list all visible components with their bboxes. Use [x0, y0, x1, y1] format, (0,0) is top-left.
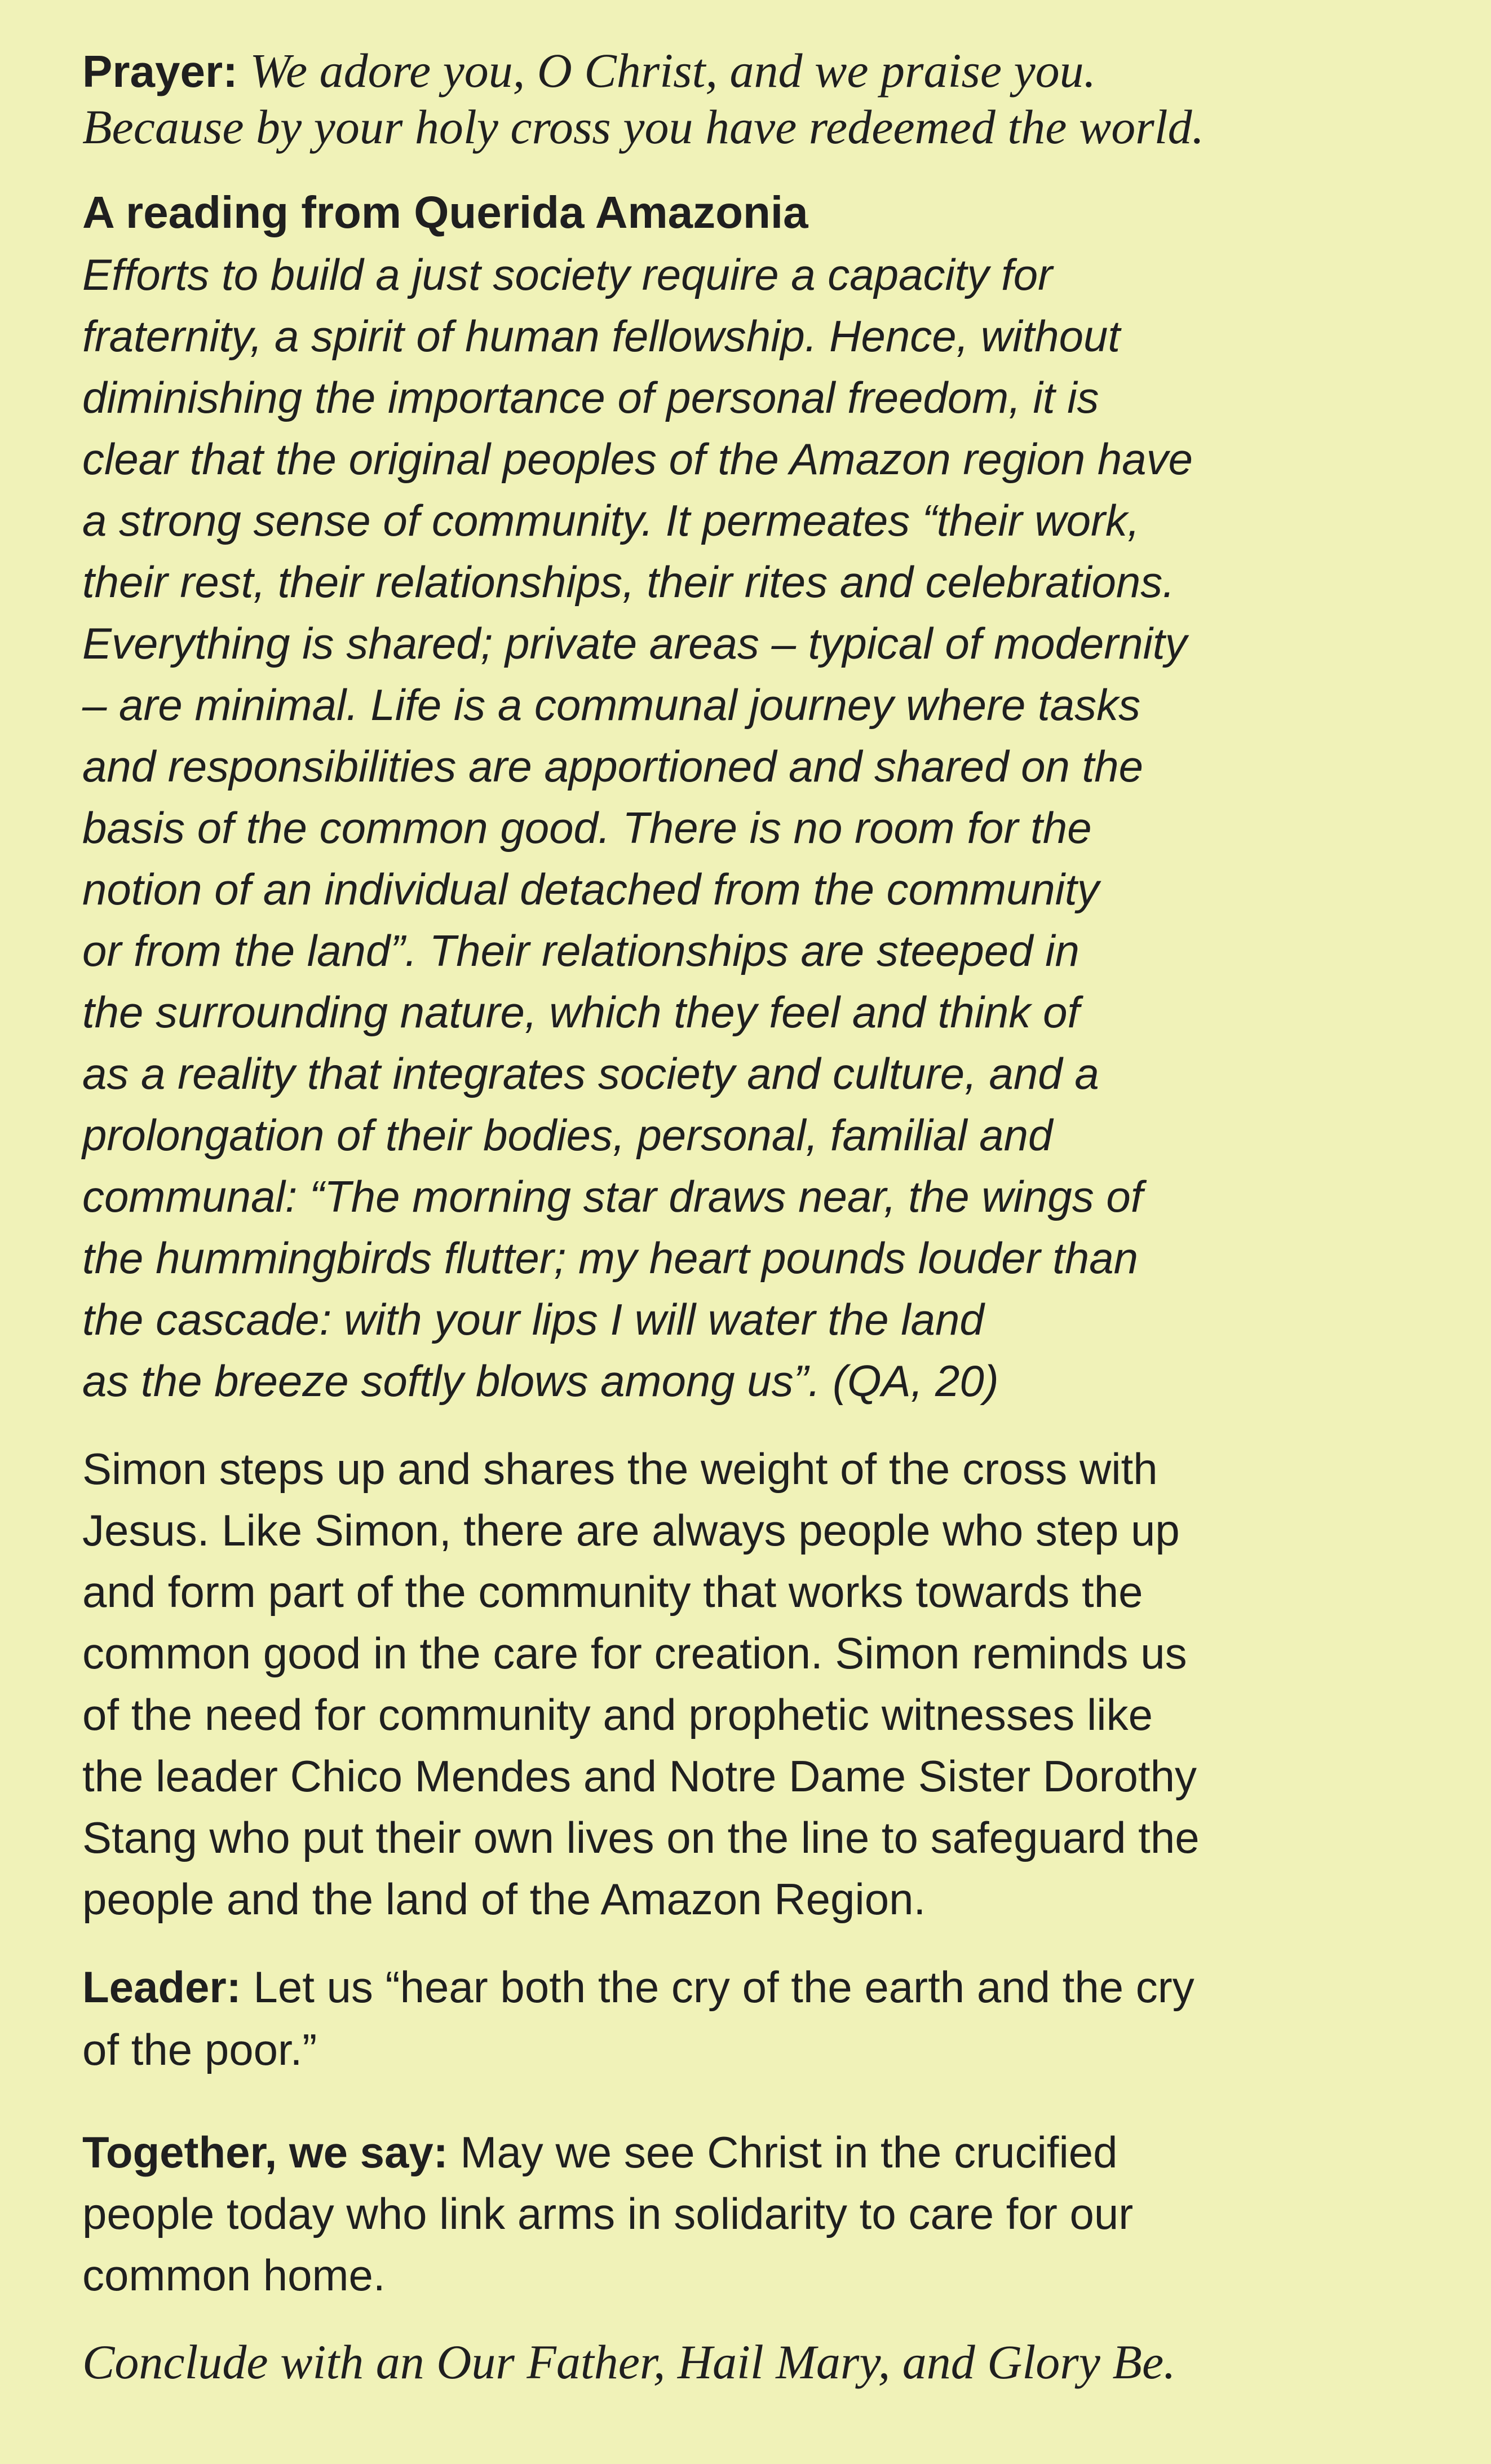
reflection-text [82, 1438, 1200, 1930]
reflection-line: of the need for community and prophetic witnesses like [82, 1690, 1153, 1739]
reflection-line: Simon steps up and shares the weight of the cross with [82, 1444, 1158, 1494]
leader-text: Let us “hear both the cry of the earth and the cry [241, 1962, 1194, 2012]
prayer-line: Because by your holy cross you have redeemed the world. [82, 100, 1205, 154]
reflection-line: the leader Chico Mendes and Notre Dame Sister Dorothy [82, 1751, 1197, 1801]
reading-line: communal: “The morning star draws near, the wings of [82, 1172, 1143, 1221]
reading-line: a strong sense of community. It permeates “their work, [82, 496, 1140, 545]
together-label: Together, we say: [82, 2127, 448, 2177]
leader-block [82, 1956, 1194, 2081]
conclusion: Conclude with an Our Father, Hail Mary, and Glory Be. [82, 2335, 1176, 2389]
prayer-line [82, 43, 1204, 99]
leader-line [82, 1956, 1194, 2019]
reading-line: the hummingbirds flutter; my heart pounds louder than [82, 1233, 1139, 1283]
reading-line: and responsibilities are apportioned and shared on the [82, 741, 1143, 791]
prayer-block [82, 43, 1204, 154]
reading-line: – are minimal. Life is a communal journey where tasks [82, 680, 1141, 730]
reading-line: clear that the original peoples of the Amazon region have [82, 434, 1193, 484]
reading-line: Everything is shared; private areas – typical of modernity [82, 619, 1187, 668]
prayer-label: Prayer: [82, 46, 238, 96]
reading-line: as a reality that integrates society and culture, and a [82, 1049, 1099, 1098]
reflection-line: and form part of the community that works towards the [82, 1567, 1143, 1617]
reflection-line: people and the land of the Amazon Region. [82, 1874, 926, 1924]
reading-line: diminishing the importance of personal freedom, it is [82, 373, 1099, 422]
together-text: May we see Christ in the crucified [448, 2127, 1118, 2177]
reading-line: Efforts to build a just society require a capacity for [82, 250, 1053, 299]
prayer-text: We adore you, O Christ, and we praise you. [250, 43, 1096, 98]
reading-heading: A reading from Querida Amazonia [82, 187, 808, 237]
reading-line: the cascade: with your lips I will water the land [82, 1295, 984, 1344]
leader-line: of the poor.” [82, 2025, 317, 2074]
reading-line: as the breeze softly blows among us”. (QA, 20) [82, 1356, 999, 1406]
together-line: people today who link arms in solidarity to care for our [82, 2189, 1134, 2238]
reading-line: their rest, their relationships, their rites and celebrations. [82, 557, 1175, 607]
reading-line: fraternity, a spirit of human fellowship. Hence, without [82, 311, 1121, 361]
reading-line: prolongation of their bodies, personal, familial and [82, 1110, 1053, 1160]
reading-text [82, 244, 1193, 1412]
reading-line: or from the land”. Their relationships are steeped in [82, 926, 1079, 975]
together-line: common home. [82, 2250, 386, 2300]
together-line [82, 2122, 1133, 2183]
reading-line: the surrounding nature, which they feel and think of [82, 987, 1080, 1037]
reflection-line: Stang who put their own lives on the line to safeguard the [82, 1813, 1200, 1862]
leader-label: Leader: [82, 1962, 241, 2012]
reading-line: notion of an individual detached from the community [82, 864, 1099, 914]
reflection-line: common good in the care for creation. Simon reminds us [82, 1628, 1187, 1678]
together-block [82, 2122, 1133, 2306]
reflection-line: Jesus. Like Simon, there are always people who step up [82, 1505, 1180, 1555]
reading-line: basis of the common good. There is no room for the [82, 803, 1092, 853]
